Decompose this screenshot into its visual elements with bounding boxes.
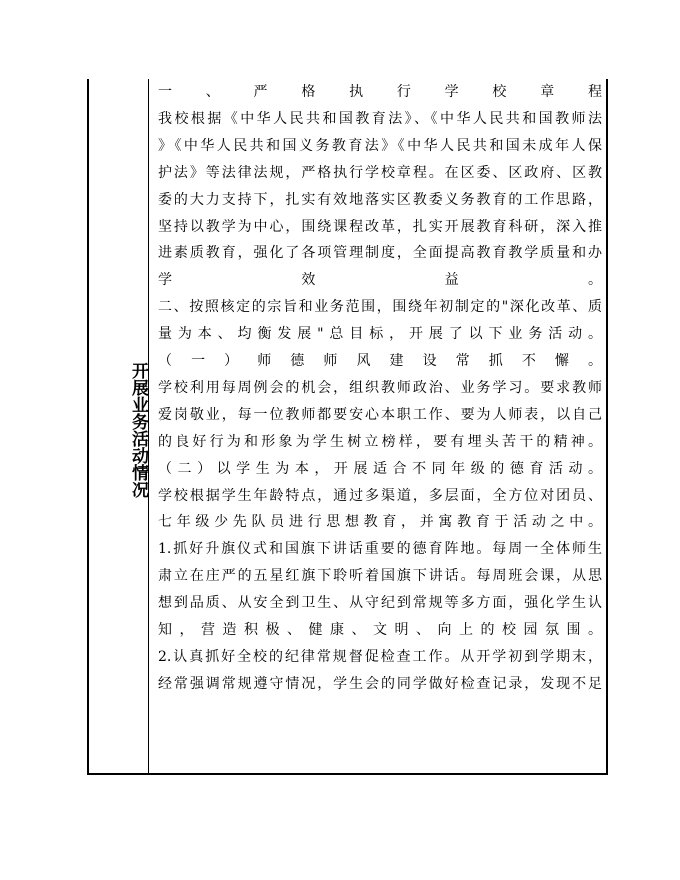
paragraph-line: 二、按照核定的宗旨和业务范围，围绕年初制定的"深化改革、质	[158, 299, 602, 316]
paragraph-line: 知 ， 营 造 积 极 、 健 康 、 文 明 、 向 上 的 校 园 氛 围 。	[158, 622, 602, 638]
paragraph-line: 七年级少先队员进行思想教育，并寓教育于活动之中。	[158, 514, 602, 531]
paragraph-line: 爱岗敬业，每一位教师都要安心本职工作、要为人师表，以自己	[158, 406, 602, 423]
paragraph-line: 经常强调常规遵守情况，学生会的同学做好检查记录，发现不足	[158, 675, 602, 692]
content-cell	[158, 79, 602, 773]
paragraph-line: 学校利用每周例会的机会，组织教师政治、业务学习。要求教师	[158, 379, 602, 396]
paragraph-line: 护法》等法律法规，严格执行学校章程。在区委、区政府、区教	[158, 164, 602, 181]
paragraph-line: 1.抓好升旗仪式和国旗下讲话重要的德育阵地。每周一全体师生	[158, 541, 602, 558]
paragraph-line: 学 效 益 。	[158, 272, 602, 289]
paragraph-line: 肃立在庄严的五星红旗下聆听着国旗下讲话。每周班会课，从思	[158, 568, 602, 585]
paragraph-line: 坚持以教学为中心，围绕课程改革，扎实开展教育科研，深入推	[158, 218, 602, 235]
paragraph-line: 我校根据《中华人民共和国教育法》、《中华人民共和国教师法	[158, 110, 602, 127]
activity-table	[87, 79, 608, 775]
paragraph-line: 委的大力支持下，扎实有效地落实区教委义务教育的工作思路，	[158, 191, 602, 208]
paragraph-line: 学校根据学生年龄特点，通过多渠道，多层面，全方位对团员、	[158, 487, 602, 504]
paragraph-line: 》《中华人民共和国义务教育法》《中华人民共和国未成年人保	[158, 137, 602, 154]
paragraph-line: 2.认真抓好全校的纪律常规督促检查工作。从开学初到学期末，	[158, 648, 602, 665]
paragraph-line: 的良好行为和形象为学生树立榜样，要有埋头苦干的精神。	[158, 433, 602, 450]
section-label: 开展业务活动情况	[128, 362, 148, 498]
paragraph-line: 一 、 严 格 执 行 学 校 章 程	[158, 84, 602, 100]
paragraph-line: 进素质教育，强化了各项管理制度，全面提高教育教学质量和办	[158, 245, 602, 262]
section-label-cell	[89, 79, 149, 773]
paragraph-line: （二）以学生为本，开展适合不同年级的德育活动。	[158, 460, 602, 477]
paragraph-line: 想到品质、从安全到卫生、从守纪到常规等多方面，强化学生认	[158, 595, 602, 612]
paragraph-line: （ 一 ） 师 德 师 风 建 设 常 抓 不 懈 。	[158, 353, 602, 369]
paragraph-line: 量为本、均衡发展"总目标，开展了以下业务活动。	[158, 326, 602, 343]
